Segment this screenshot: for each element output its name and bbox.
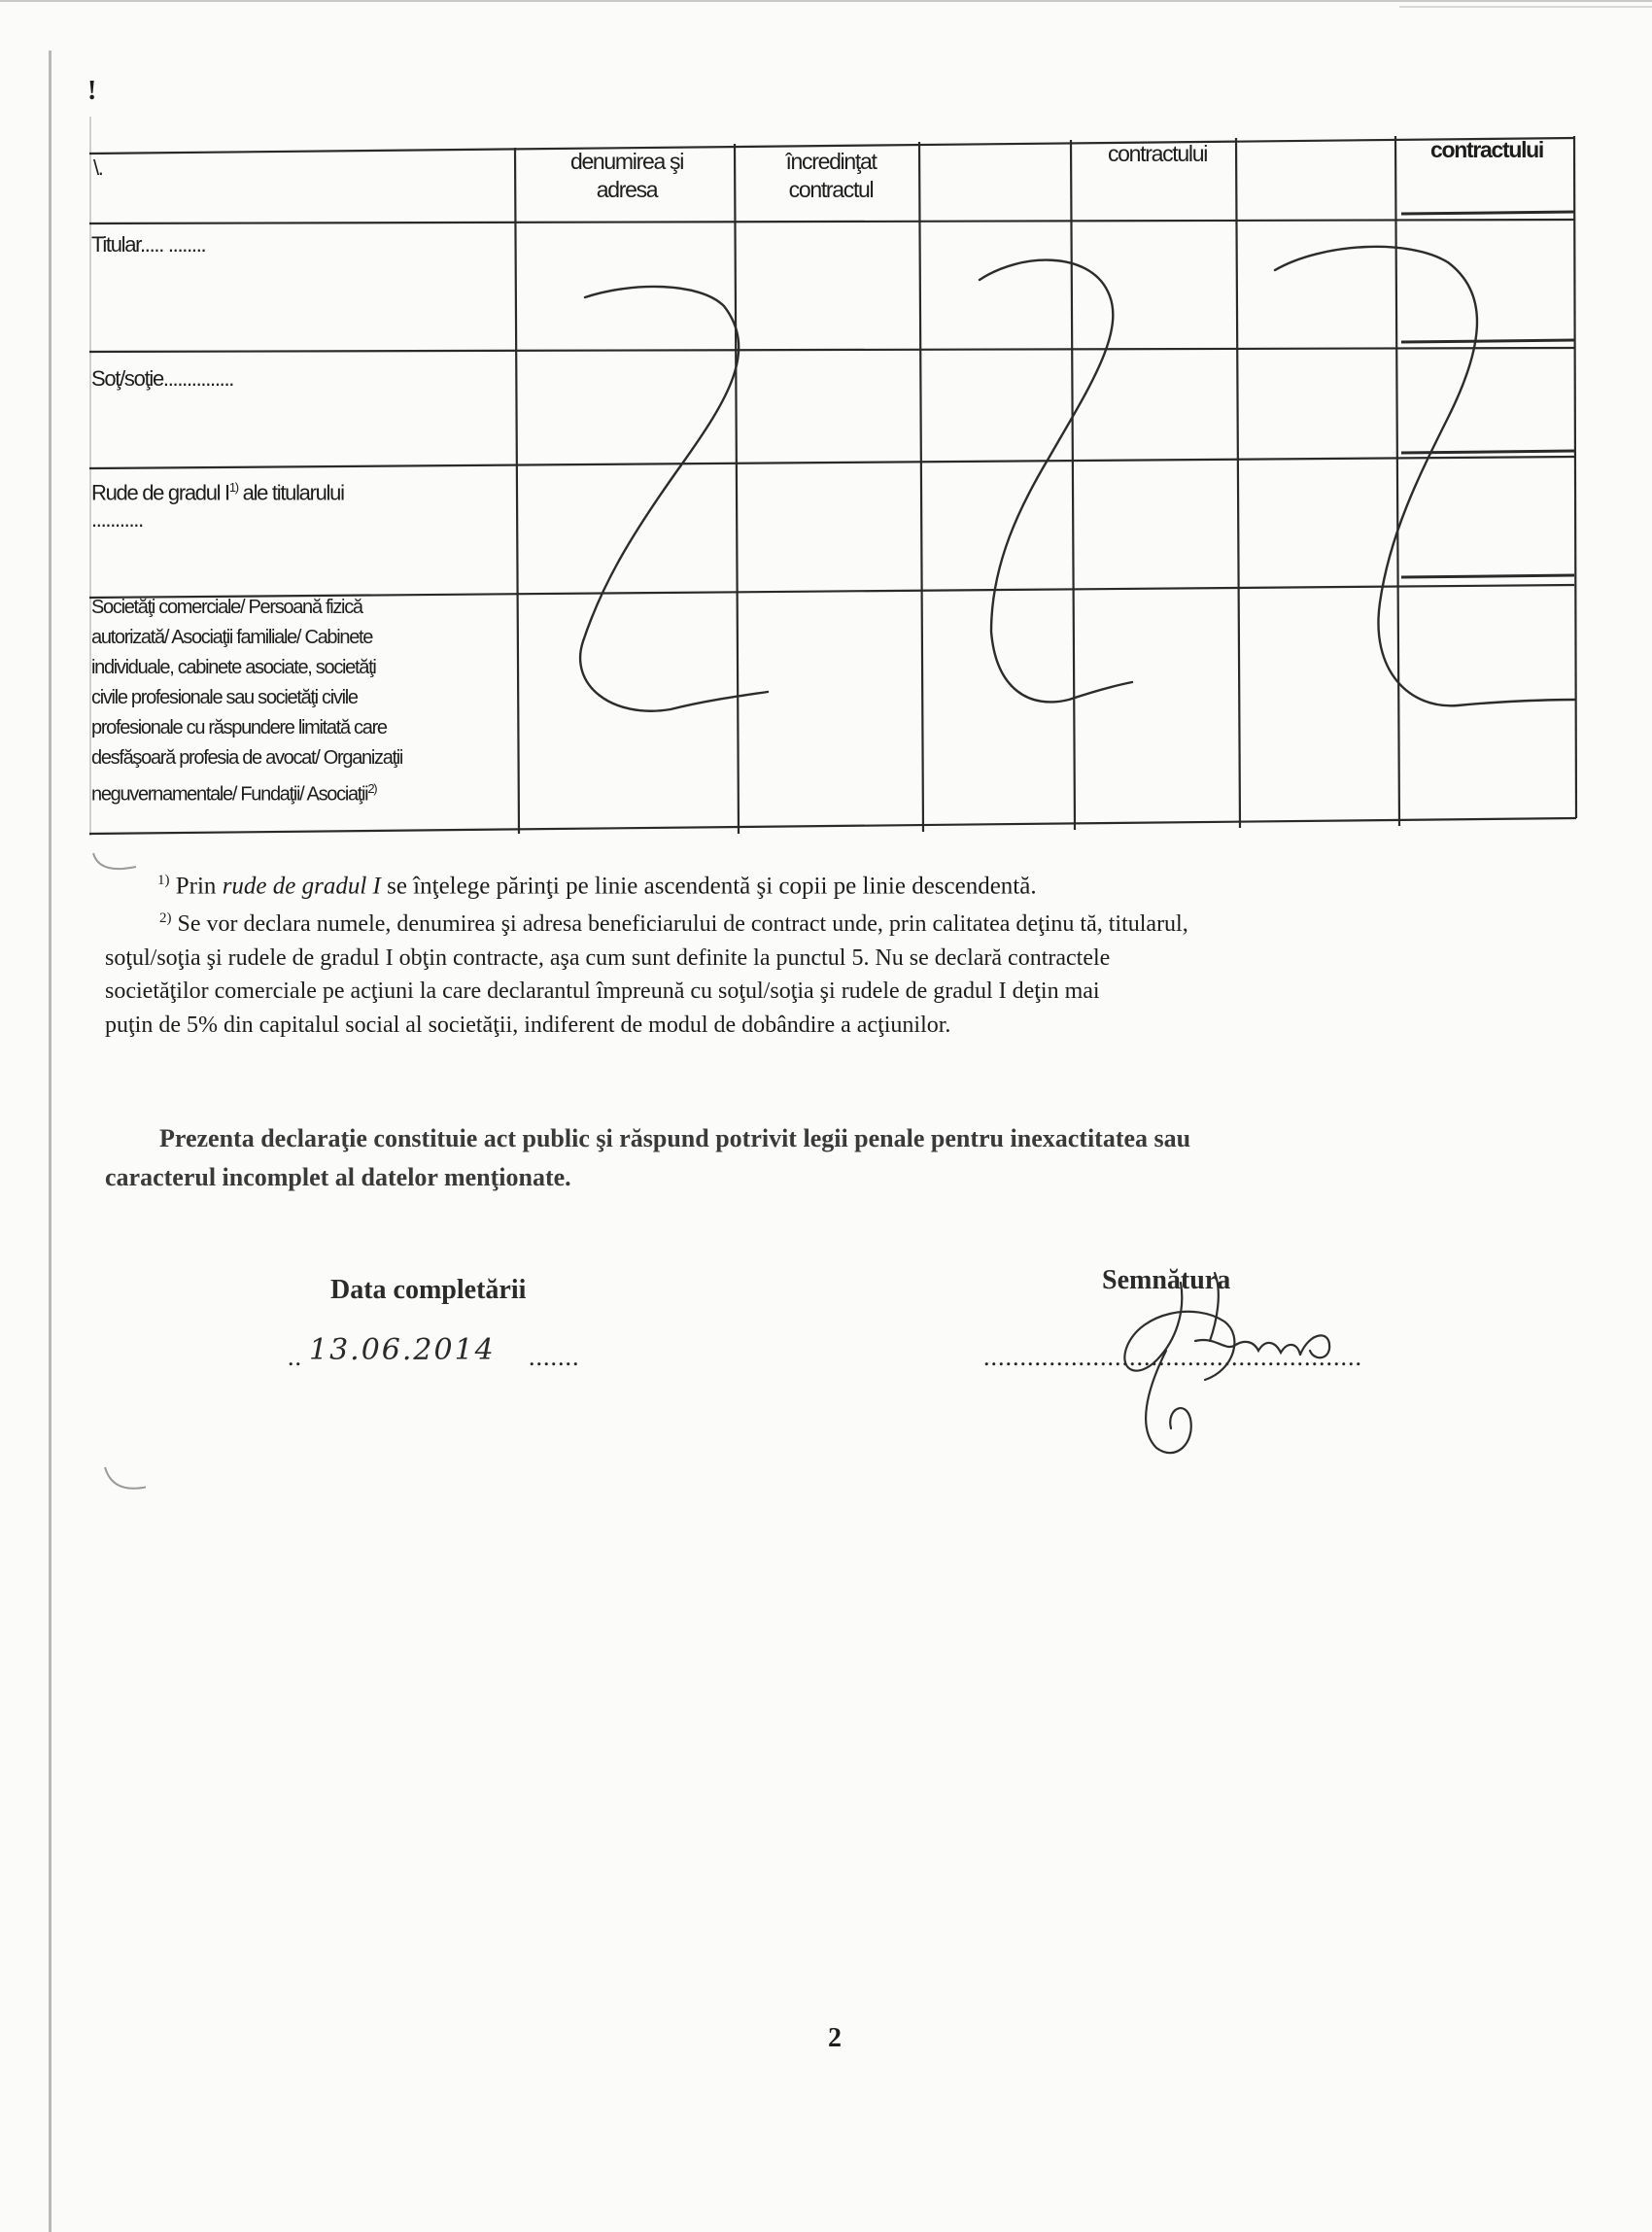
row-label-rude-sup: 1) — [228, 480, 238, 495]
row-label-societati — [91, 593, 402, 810]
footnote-2-line-1 — [105, 902, 1524, 942]
header-denumirea-adresa: denumirea şi adresa — [569, 149, 684, 202]
header-contractului-last: contractului — [1429, 137, 1544, 162]
footnote-1-text: se înţelege părinţi pe linie ascendentă şi copii pe linie descendentă. — [380, 873, 1037, 900]
row-label-rude-text: Rude de gradul I — [91, 480, 229, 505]
row4-sup: 2) — [367, 781, 377, 796]
row4-line: neguvernamentale/ Fundaţii/ Asociaţii — [91, 783, 368, 806]
signature-dots: .................................................... — [983, 1343, 1362, 1371]
row-label-titular: Titular..... ........ — [91, 232, 206, 257]
scan-top-rule — [0, 0, 1652, 2]
row4-line: desfăşoară profesia de avocat/ Organizaţii — [91, 747, 403, 769]
legal-statement-line-1: Prezenta declaraţie constituie act public şi răspund potrivit legii penale pentru inexactitatea sau — [159, 1124, 1191, 1152]
footnote-1-italic: rude de gradul I — [222, 873, 381, 900]
contracts-table — [87, 126, 1584, 836]
footnote-2-line-2: soţul/soţia şi rudele de gradul I obţin contracte, aşa cum sunt definite la punctul 5. Nu se declară contractele — [105, 944, 1111, 971]
date-dots-right: ....... — [529, 1343, 580, 1371]
footnote-1 — [157, 865, 1576, 902]
footnote-1-sup: 1) — [157, 873, 170, 888]
page-number: 2 — [828, 2023, 842, 2053]
row4-line: civile profesionale sau societăţi civile — [91, 687, 358, 708]
row-label-sot-sotie: Soţ/soţie............... — [91, 366, 234, 391]
footnote-2-line-1-text: Se vor declara numele, denumirea şi adresa beneficiarului de contract unde, prin calitatea deţinu tă, titularul, — [177, 911, 1188, 937]
header-contractului: contractului — [1107, 141, 1208, 166]
table-corner-mark: \. — [93, 155, 103, 180]
legal-statement-line-2: caracterul incomplet al datelor menţionate. — [105, 1163, 571, 1191]
date-value: 13.06.2014 — [309, 1333, 496, 1367]
row-label-rude-dots: ........... — [91, 507, 143, 532]
handwritten-signature — [1088, 1253, 1380, 1487]
row4-line: profesionale cu răspundere limitată care — [91, 717, 387, 738]
date-dots-left: .. — [288, 1343, 302, 1371]
scan-top-rule-right — [1399, 6, 1652, 8]
date-label: Data completării — [330, 1275, 527, 1305]
footnote-2-sup: 2) — [159, 910, 172, 926]
legal-statement — [105, 1119, 1190, 1197]
scan-left-edge — [49, 51, 52, 2232]
row4-line: autorizată/ Asociaţii familiale/ Cabinete — [91, 627, 373, 648]
row-label-rude — [91, 474, 344, 533]
footnote-2-line-3: societăţilor comerciale pe acţiuni la care declarantul împreună cu soţul/soţia şi rudele de gradul I deţin mai — [105, 979, 1100, 1004]
footnote-2-line-4: puţin de 5% din capitalul social al societăţii, indiferent de modul de dobândire a acţiunilor. — [105, 1012, 951, 1038]
row4-line: individuale, cabinete asociate, societăţi — [91, 657, 376, 678]
row4-line-last — [91, 773, 402, 810]
top-mark: ! — [87, 76, 97, 106]
footnote-2 — [105, 902, 1524, 1042]
row4-line: Societăţi comerciale/ Persoană fizică — [91, 597, 362, 618]
signature-label: Semnătura — [1102, 1265, 1231, 1295]
date-field — [288, 1335, 599, 1374]
footnote-1-prefix: Prin — [175, 873, 223, 900]
header-incredintat-contractul: încredinţat contractul — [785, 149, 877, 202]
row-label-rude-text-b: ale titularului — [237, 480, 344, 505]
